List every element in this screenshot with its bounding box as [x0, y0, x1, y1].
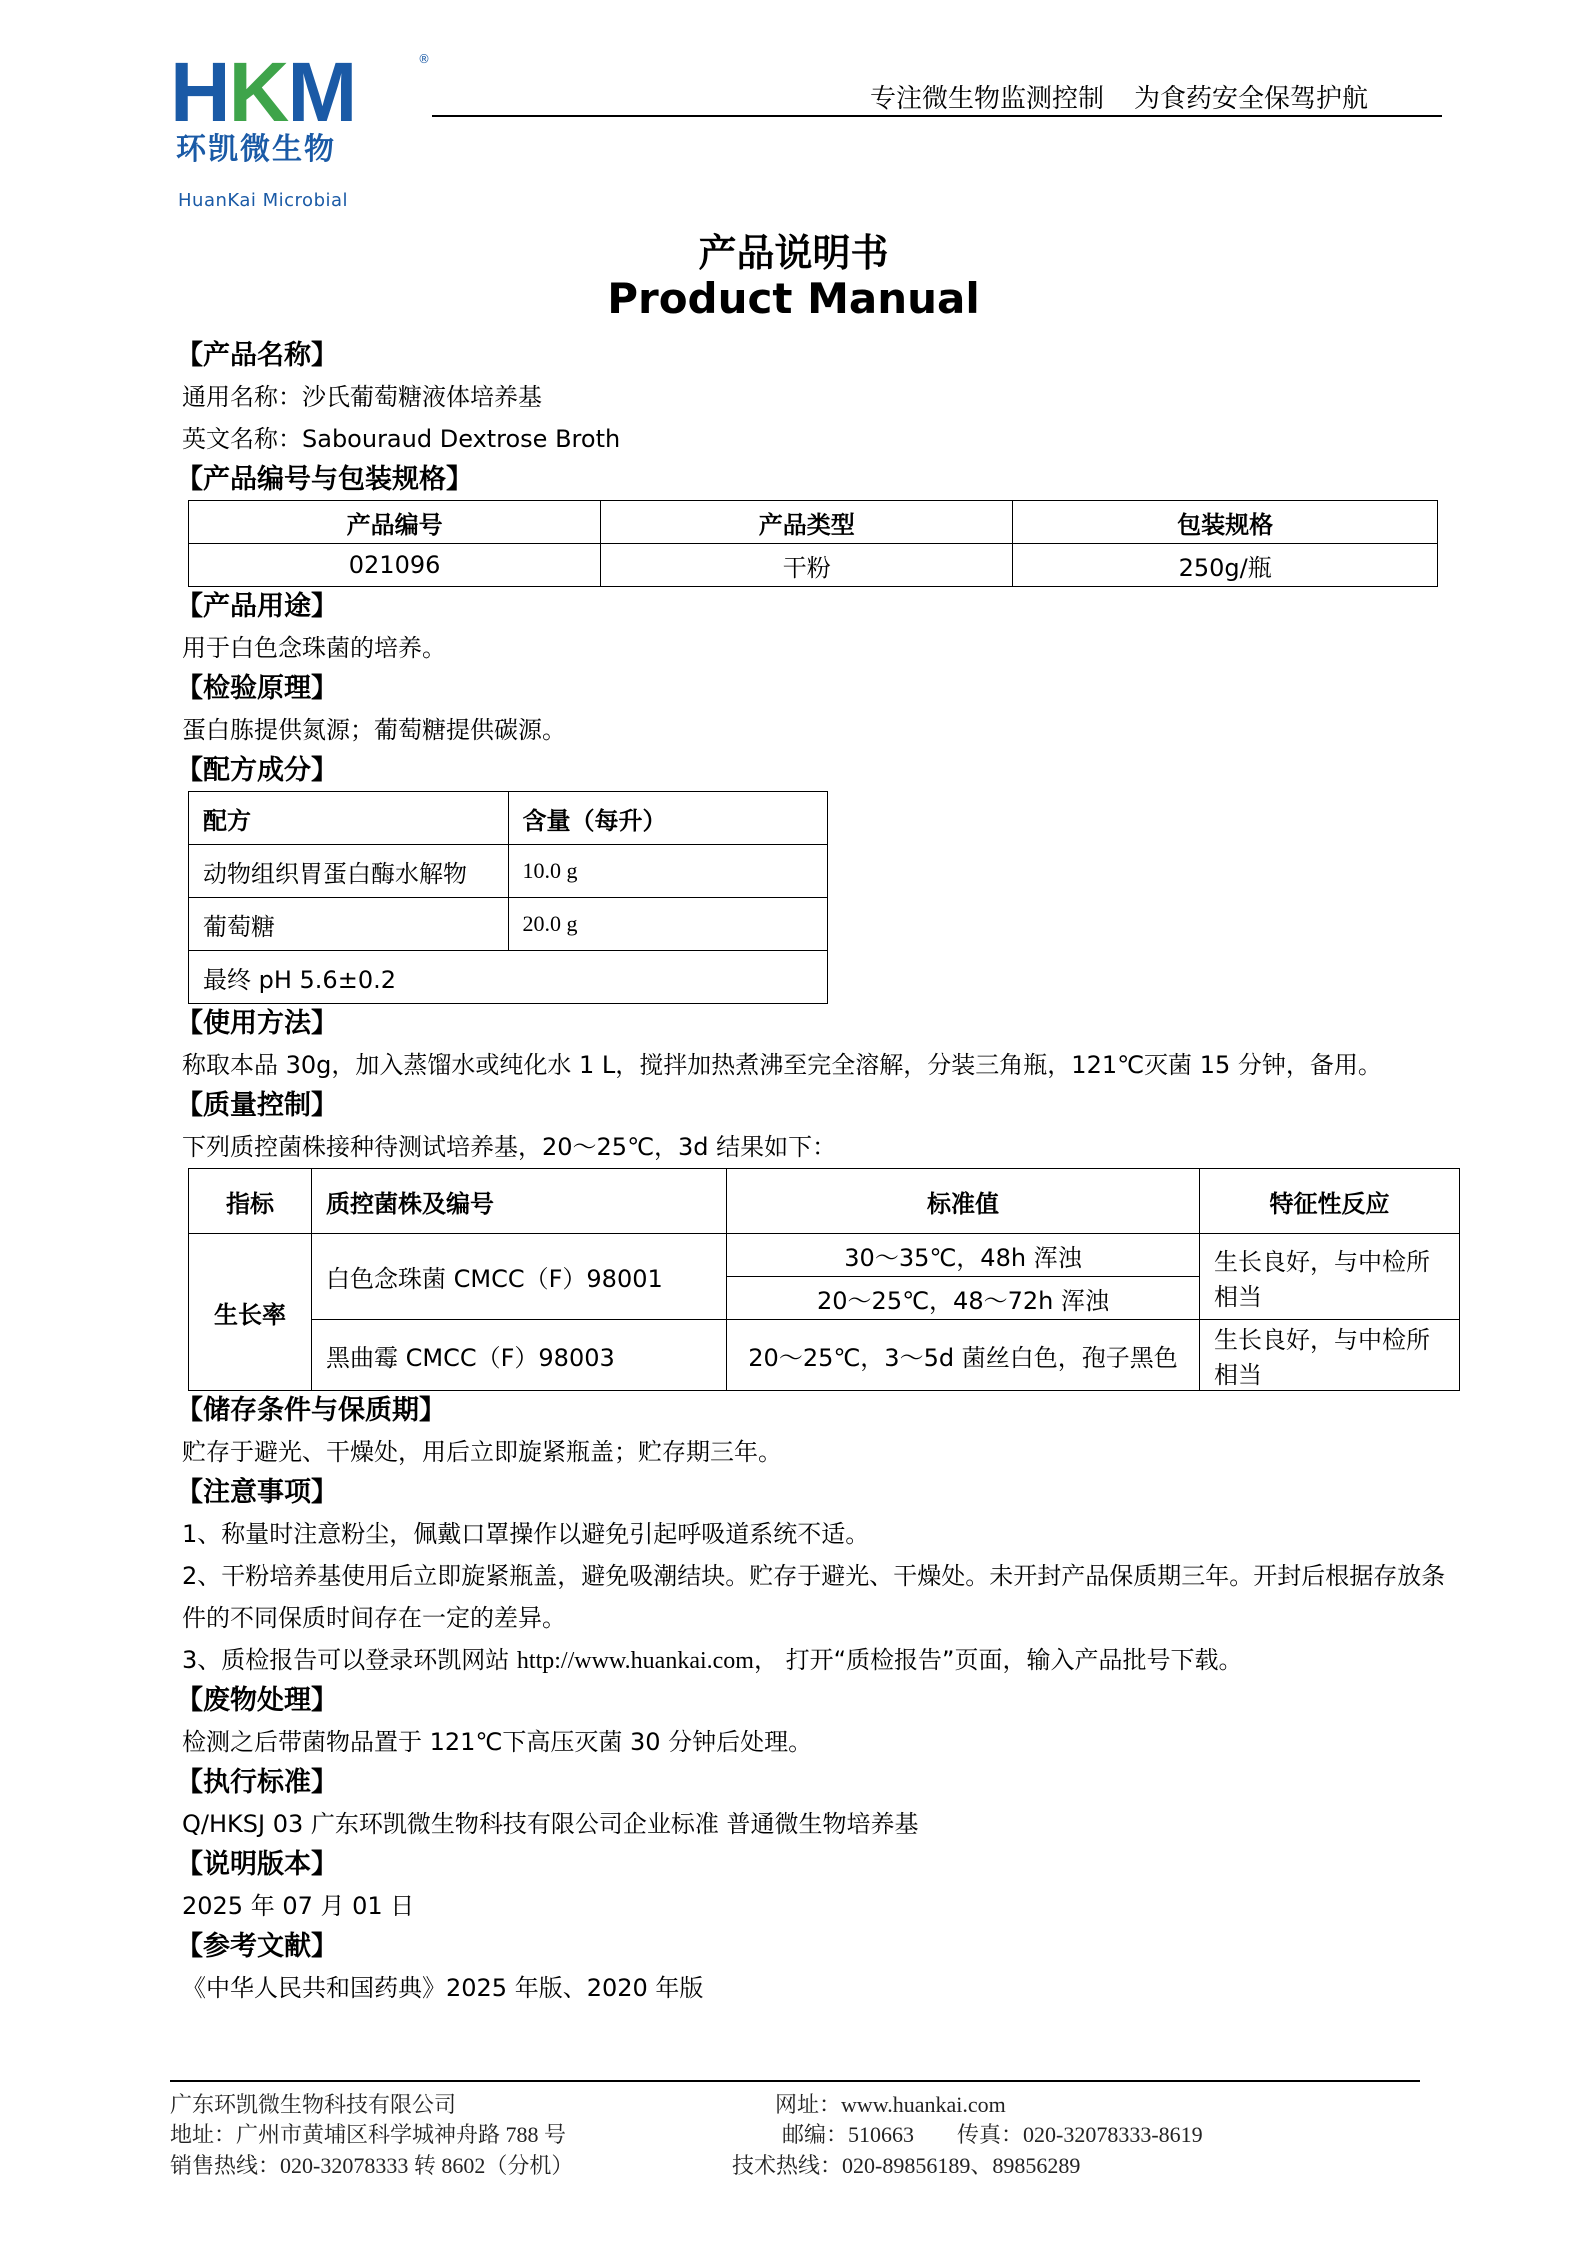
ingredient-name: 动物组织胃蛋白酶水解物	[189, 845, 509, 898]
formula-table	[188, 791, 828, 1004]
table-row	[189, 845, 828, 898]
section-heading-formula: 【配方成分】	[176, 755, 338, 786]
page-title-cn: 产品说明书	[698, 231, 889, 275]
references-text: 《中华人民共和国药典》2025 年版、2020 年版	[182, 1974, 704, 2002]
section-heading-waste: 【废物处理】	[176, 1685, 338, 1716]
package-spec-cell: 250g/瓶	[1013, 544, 1438, 587]
slogan-right: 为食药安全保驾护航	[1134, 84, 1369, 114]
section-heading-principle: 【检验原理】	[176, 673, 338, 704]
manual-content	[176, 336, 1446, 2009]
method-text: 称取本品 30g，加入蒸馏水或纯化水 1 L，搅拌加热煮沸至完全溶解，分装三角瓶，121℃灭菌 15 分钟，备用。	[182, 1051, 1382, 1079]
product-code-cell: 021096	[189, 544, 601, 587]
table-header-row	[189, 501, 1438, 544]
header-divider	[432, 115, 1442, 117]
ingredient-amount: 20.0 g	[508, 898, 828, 951]
slogan-left: 专注微生物监测控制	[870, 84, 1105, 114]
footer-fax: 传真：020-32078333-8619	[957, 2122, 1203, 2147]
logo-en-name: HuanKai Microbial	[178, 190, 349, 211]
header-cell: 指标	[189, 1169, 312, 1234]
standard-cell: 20～25℃，3～5d 菌丝白色，孢子黑色	[727, 1320, 1200, 1391]
waste-text: 检测之后带菌物品置于 121℃下高压灭菌 30 分钟后处理。	[182, 1728, 813, 1756]
table-row	[189, 1234, 1460, 1277]
table-row	[189, 951, 828, 1004]
standard-cell: 20～25℃，48～72h 浑浊	[727, 1277, 1200, 1320]
header-cell: 包装规格	[1013, 501, 1438, 544]
table-row	[189, 898, 828, 951]
note-item-2: 2、干粉培养基使用后立即旋紧瓶盖，避免吸潮结块。贮存于避光、干燥处。未开封产品保质期三年。开封后根据存放条	[182, 1562, 1446, 1590]
section-heading-notes: 【注意事项】	[176, 1477, 338, 1508]
indicator-cell: 生长率	[189, 1234, 312, 1391]
section-heading-product-name: 【产品名称】	[176, 340, 338, 371]
header-cell: 配方	[189, 792, 509, 845]
strain-cell: 黑曲霉 CMCC（F）98003	[312, 1320, 727, 1391]
footer-sales-hotline: 销售热线：020-32078333 转 8602（分机）	[170, 2153, 574, 2178]
header-cell: 含量（每升）	[508, 792, 828, 845]
product-code-table	[188, 500, 1438, 587]
footer-company: 广东环凯微生物科技有限公司	[170, 2092, 457, 2117]
note-item-3	[176, 1639, 1446, 1681]
qc-intro: 下列质控菌株接种待测试培养基，20～25℃，3d 结果如下：	[182, 1133, 837, 1161]
note-3-suffix: 打开“质检报告”页面，输入产品批号下载。	[777, 1646, 1243, 1674]
storage-text: 贮存于避光、干燥处，用后立即旋紧瓶盖；贮存期三年。	[182, 1438, 782, 1466]
common-name: 通用名称：沙氏葡萄糖液体培养基	[182, 383, 542, 411]
section-heading-method: 【使用方法】	[176, 1008, 338, 1039]
logo-mark: HKM	[170, 45, 356, 139]
note-3-prefix: 3、质检报告可以登录环凯网站	[182, 1646, 517, 1674]
table-header-row	[189, 792, 828, 845]
footer-divider	[170, 2080, 1420, 2082]
header-cell: 特征性反应	[1200, 1169, 1460, 1234]
header-cell: 产品编号	[189, 501, 601, 544]
registered-mark-icon: ®	[418, 52, 430, 66]
table-header-row	[189, 1169, 1460, 1234]
website-link[interactable]: http://www.huankai.com，	[516, 1648, 778, 1674]
header-cell: 标准值	[727, 1169, 1200, 1234]
english-name: 英文名称：Sabouraud Dextrose Broth	[182, 425, 621, 453]
page-title-en: Product Manual	[607, 274, 980, 323]
footer-address: 地址：广州市黄埔区科学城神舟路 788 号	[170, 2122, 567, 2147]
header-slogan	[870, 78, 1398, 115]
standard-cell: 30～35℃，48h 浑浊	[727, 1234, 1200, 1277]
footer-website[interactable]: 网址：www.huankai.com	[775, 2092, 1006, 2117]
footer-tech-hotline: 技术热线：020-89856189、89856289	[732, 2153, 1081, 2178]
version-text: 2025 年 07 月 01 日	[182, 1892, 415, 1920]
principle-text: 蛋白胨提供氮源；葡萄糖提供碳源。	[182, 716, 566, 744]
section-heading-standard: 【执行标准】	[176, 1767, 338, 1798]
section-heading-storage: 【储存条件与保质期】	[176, 1395, 446, 1426]
section-heading-version: 【说明版本】	[176, 1849, 338, 1880]
final-ph: 最终 pH 5.6±0.2	[189, 951, 828, 1004]
note-item-2-cont: 件的不同保质时间存在一定的差异。	[182, 1604, 566, 1632]
use-text: 用于白色念珠菌的培养。	[182, 634, 446, 662]
header-cell: 质控菌株及编号	[312, 1169, 727, 1234]
logo-cn-name: 环凯微生物	[176, 132, 336, 167]
reaction-cell: 生长良好，与中检所相当	[1200, 1234, 1460, 1320]
product-type-cell: 干粉	[601, 544, 1013, 587]
strain-cell: 白色念珠菌 CMCC（F）98001	[312, 1234, 727, 1320]
footer-postcode: 邮编：510663	[782, 2122, 915, 2147]
section-heading-product-code: 【产品编号与包装规格】	[176, 464, 473, 495]
section-heading-use: 【产品用途】	[176, 591, 338, 622]
ingredient-amount: 10.0 g	[508, 845, 828, 898]
note-item-1: 1、称量时注意粉尘，佩戴口罩操作以避免引起呼吸道系统不适。	[182, 1520, 870, 1548]
header-cell: 产品类型	[601, 501, 1013, 544]
ingredient-name: 葡萄糖	[189, 898, 509, 951]
table-row	[189, 544, 1438, 587]
standard-text: Q/HKSJ 03 广东环凯微生物科技有限公司企业标准 普通微生物培养基	[182, 1810, 919, 1838]
qc-table	[188, 1168, 1460, 1391]
reaction-cell: 生长良好，与中检所相当	[1200, 1320, 1460, 1391]
table-row	[189, 1320, 1460, 1391]
section-heading-references: 【参考文献】	[176, 1931, 338, 1962]
section-heading-qc: 【质量控制】	[176, 1090, 338, 1121]
company-logo	[170, 45, 440, 211]
